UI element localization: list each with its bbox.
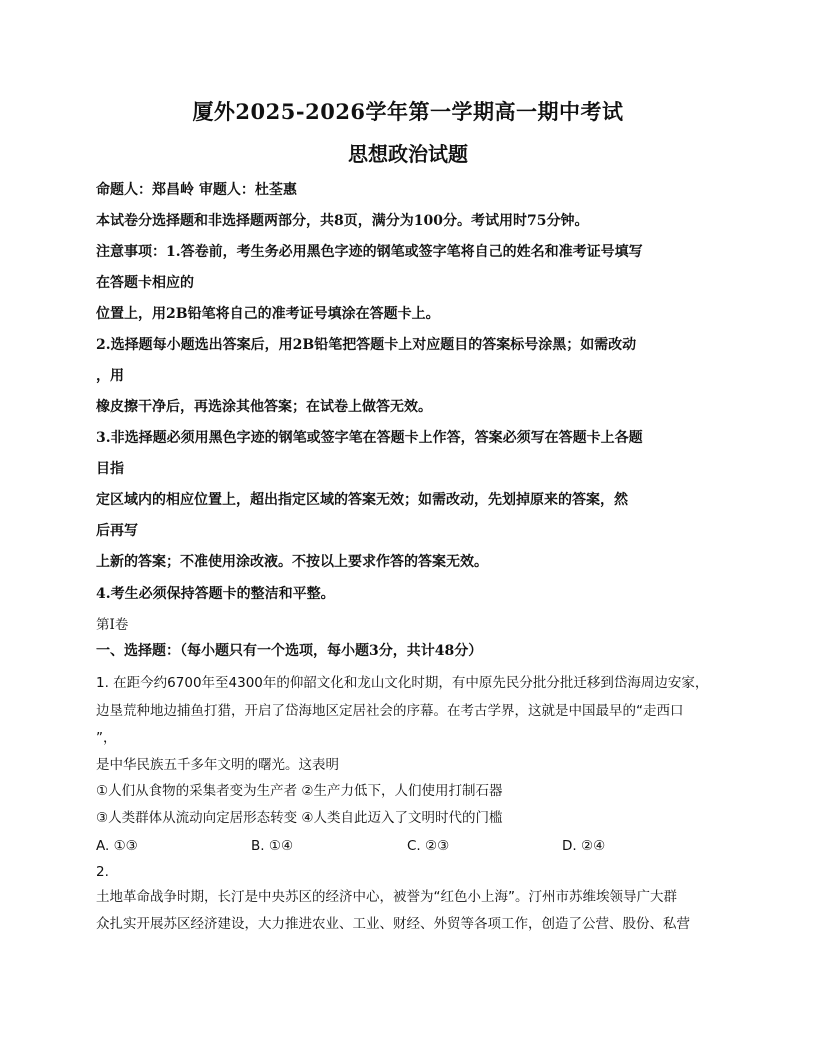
q2-line-1: 土地革命战争时期，长汀是中央苏区的经济中心，被誉为“红色小上海”。汀州市苏维埃领导广大群 [96, 889, 677, 905]
q1-option-a: A. ①③ [96, 838, 138, 854]
exam-subtitle: 思想政治试题 [348, 142, 468, 166]
notes-line-4: 2.选择题每小题选出答案后，用2B铅笔把答题卡上对应题目的答案标号涂黑；如需改动 [96, 337, 637, 353]
q1-line-4: 是中华民族五千多年文明的曙光。这表明 [96, 757, 339, 773]
q1-statement-2: ③人类群体从流动向定居形态转变 ④人类自此迈入了文明时代的门槛 [96, 810, 503, 826]
notes-line-11: 上新的答案；不准使用涂改液。不按以上要求作答的答案无效。 [96, 554, 488, 570]
notes-line-5: ，用 [96, 368, 124, 384]
volume-label: 第Ⅰ卷 [96, 617, 129, 633]
notes-line-12: 4.考生必须保持答题卡的整洁和平整。 [96, 586, 335, 602]
q2-line-2: 众扎实开展苏区经济建设，大力推进农业、工业、财经、外贸等各项工作，创造了公营、股份、私营 [96, 916, 690, 932]
notes-line-10: 后再写 [96, 523, 138, 539]
summary-line: 本试卷分选择题和非选择题两部分，共8页，满分为100分。考试用时75分钟。 [96, 213, 589, 229]
q1-option-c: C. ②③ [407, 838, 450, 854]
q1-line-3: ”， [96, 730, 117, 746]
exam-title: 厦外2025-2026学年第一学期高一期中考试 [192, 99, 624, 124]
notes-line-3: 位置上，用2B铅笔将自己的准考证号填涂在答题卡上。 [96, 306, 440, 322]
q1-option-b: B. ①④ [251, 838, 294, 854]
notes-line-7: 3.非选择题必须用黑色字迹的钢笔或签字笔在答题卡上作答，答案必须写在答题卡上各题 [96, 430, 643, 446]
section-heading: 一、选择题：（每小题只有一个选项，每小题3分，共计48分） [96, 643, 483, 659]
notes-line-9: 定区域内的相应位置上，超出指定区域的答案无效；如需改动，先划掉原来的答案，然 [96, 492, 628, 508]
notes-line-6: 橡皮擦干净后，再选涂其他答案；在试卷上做答无效。 [96, 399, 432, 415]
q1-line-1: 1. 在距今约6700年至4300年的仰韶文化和龙山文化时期，有中原先民分批分批迁移到岱海周边安家， [96, 675, 709, 691]
q1-line-2: 边垦荒种地边捕鱼打猎，开启了岱海地区定居社会的序幕。在考古学界，这就是中国最早的“走西口 [96, 703, 684, 719]
q1-option-d: D. ②④ [562, 838, 606, 854]
authors-line: 命题人：郑昌岭 审题人：杜荃惠 [96, 182, 297, 198]
notes-line-8: 目指 [96, 461, 124, 477]
notes-line-2: 在答题卡相应的 [96, 275, 194, 291]
q1-statement-1: ①人们从食物的采集者变为生产者 ②生产力低下，人们使用打制石器 [96, 783, 503, 799]
q2-number: 2. [96, 864, 109, 880]
notes-line-1: 注意事项：1.答卷前，考生务必用黑色字迹的钢笔或签字笔将自己的姓名和准考证号填写 [96, 244, 643, 260]
